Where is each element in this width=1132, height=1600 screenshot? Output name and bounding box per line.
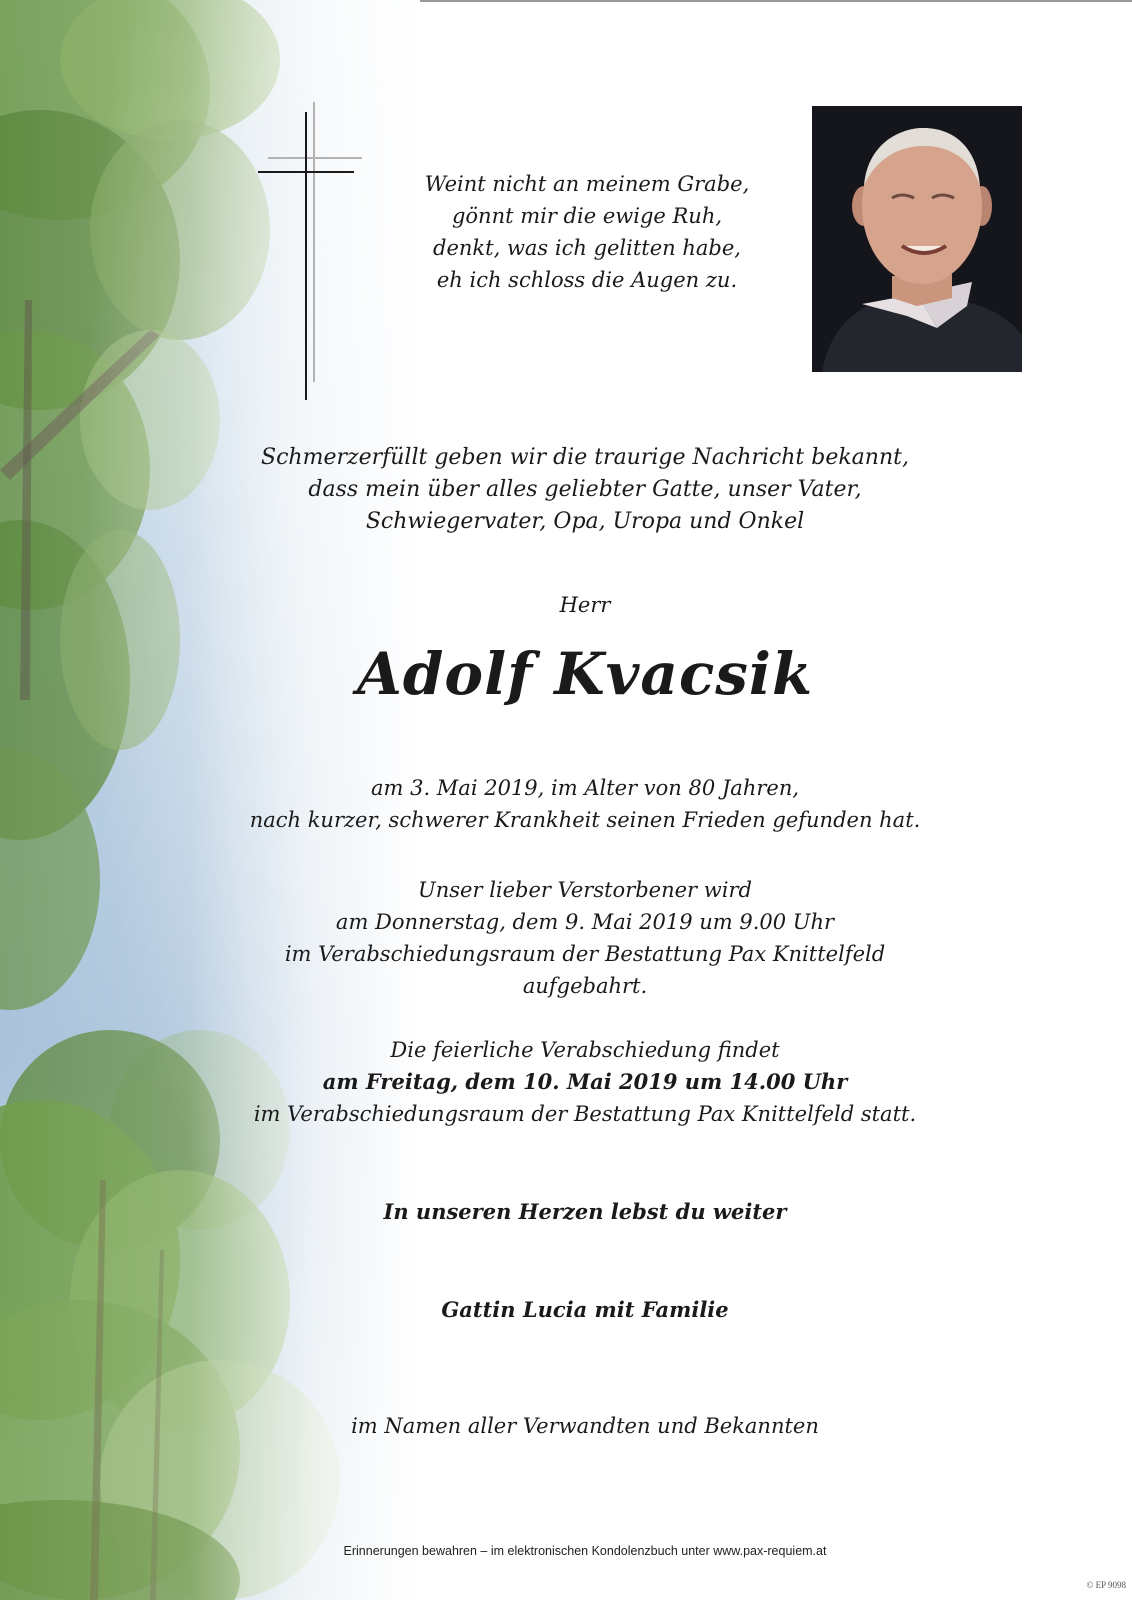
deceased-name: Adolf Kvacsik [356,640,814,708]
announcement-line: Schwiegervater, Opa, Uropa und Onkel [365,509,805,534]
motto: In unseren Herzen lebst du weiter [383,1199,787,1224]
announcement-line: dass mein über alles geliebter Gatte, unser Vater, [308,477,862,502]
print-code: © EP 9098 [1086,1580,1126,1590]
farewell-intro: Die feierliche Verabschiedung findet [390,1038,780,1062]
announcement [240,442,930,538]
cross-icon [258,102,362,402]
death-notice-line: nach kurzer, schwerer Krankheit seinen Frieden gefunden hat. [249,808,921,832]
death-notice [240,772,930,836]
farewell-notice [240,1034,930,1130]
poem-line: Weint nicht an meinem Grabe, [424,172,750,196]
farewell-date: am Freitag, dem 10. Mai 2019 um 14.00 Uhr [322,1069,848,1094]
announcement-line: Schmerzerfüllt geben wir die traurige Nachricht bekannt, [261,445,909,470]
poem-line: eh ich schloss die Augen zu. [436,268,738,292]
death-notice-line: am 3. Mai 2019, im Alter von 80 Jahren, [370,776,800,800]
family-signature: Gattin Lucia mit Familie [441,1297,729,1322]
poem-line: gönnt mir die ewige Ruh, [451,204,723,228]
wake-line: im Verabschiedungsraum der Bestattung Pax Knittelfeld aufgebahrt. [284,942,886,998]
relatives-line: im Namen aller Verwandten und Bekannten [351,1414,819,1438]
poem-line: denkt, was ich gelitten habe, [433,236,741,260]
wake-line: Unser lieber Verstorbener wird [418,878,752,902]
farewell-place: im Verabschiedungsraum der Bestattung Pax Knittelfeld statt. [253,1102,917,1126]
footer-note: Erinnerungen bewahren – im elektronischen Kondolenzbuch unter www.pax-requiem.at [343,1544,827,1558]
wake-notice [240,874,930,1002]
salutation: Herr [559,593,611,617]
poem [382,168,792,296]
wake-line: am Donnerstag, dem 9. Mai 2019 um 9.00 Uhr [335,910,835,934]
portrait-photo [812,106,1022,372]
